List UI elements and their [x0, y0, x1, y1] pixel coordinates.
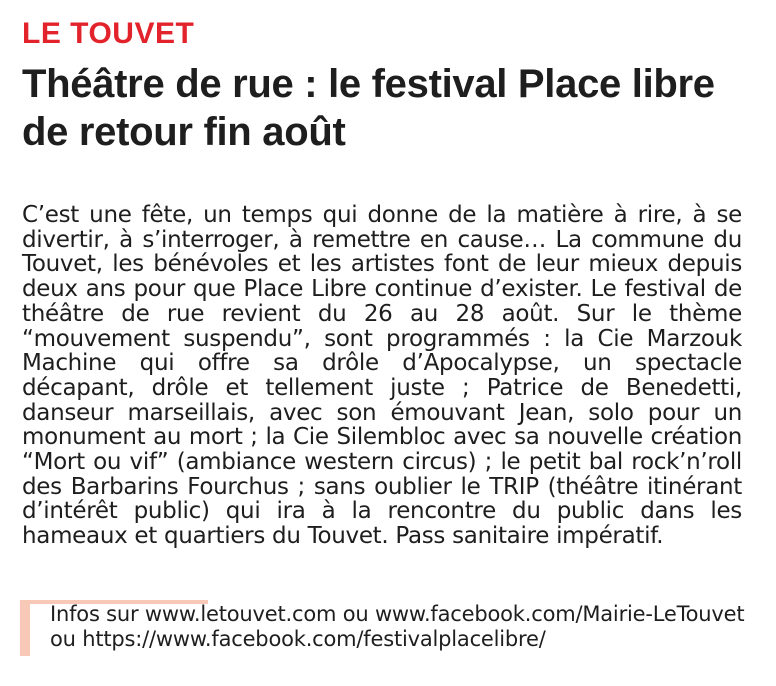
section-kicker: LE TOUVET [22, 17, 195, 50]
article [22, 16, 752, 549]
info-text: Infos sur www.letouvet.com ou www.facebook.com/Mairie-LeTouvet ou https://www.facebook.com/festivalplacelibre/ [50, 602, 745, 651]
info-accent-bar [20, 604, 30, 656]
article-body: C’est une fête, un temps qui donne de la matière à rire, à se divertir, à s’interroger, à remettre en cause… La commune du Touvet, les bénévoles et les artistes font de leur mieux depuis deux ans pour que Place Libre continue d’exister. Le festival de théâtre de rue revient du 26 au 28 août. Sur le thème “mouvement suspendu”, sont programmés : la Cie Marzouk Machine qui offre sa drôle d’Apocalypse, un spectacle décapant, drôle et tellement juste ; Patrice de Benedetti, danseur marseillais, avec son émouvant Jean, solo pour un monument au mort ; la Cie Silembloc avec sa nouvelle création “Mort ou vif” (ambiance western circus) ; le petit bal rock’n’roll des Barbarins Fourchus ; sans oublier le TRIP (théâtre itinérant d’intérêt public) qui ira à la rencontre du public dans les hameaux et quartiers du Touvet. Pass sanitaire impératif. [22, 202, 742, 550]
headline: Théâtre de rue : le festival Place libre de retour fin août [22, 62, 715, 154]
info-box [20, 600, 752, 660]
